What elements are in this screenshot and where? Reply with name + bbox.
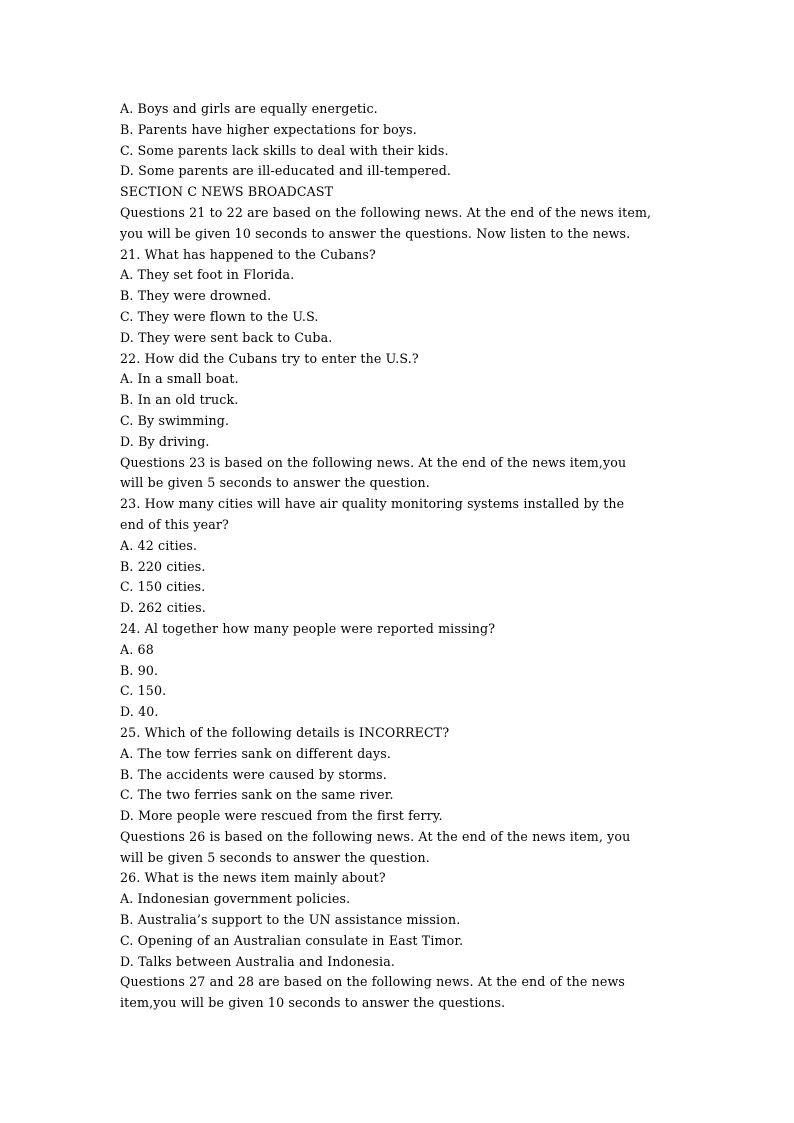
- option-line: C. By swimming.: [120, 412, 230, 428]
- question-line: 21. What has happened to the Cubans?: [120, 246, 376, 262]
- option-line: C. The two ferries sank on the same river.: [120, 787, 394, 803]
- option-line: C. Some parents lack skills to deal with their kids.: [120, 142, 449, 158]
- option-line: C. 150 cities.: [120, 579, 206, 595]
- option-line: B. Australia’s support to the UN assistance mission.: [120, 912, 461, 928]
- option-line: B. Parents have higher expectations for boys.: [120, 121, 417, 137]
- option-line: C. Opening of an Australian consulate in East Timor.: [120, 932, 464, 948]
- option-line: B. In an old truck.: [120, 392, 239, 408]
- question-line: 25. Which of the following details is INCORRECT?: [120, 724, 450, 740]
- question-line: 24. Al together how many people were reported missing?: [120, 620, 496, 636]
- question-line: 22. How did the Cubans try to enter the U.S.?: [120, 350, 419, 366]
- option-line: B. 220 cities.: [120, 558, 206, 574]
- instruction-line: will be given 5 seconds to answer the question.: [120, 849, 430, 865]
- option-line: A. 42 cities.: [120, 537, 198, 553]
- option-line: B. They were drowned.: [120, 288, 272, 304]
- option-line: B. The accidents were caused by storms.: [120, 766, 387, 782]
- instruction-line: Questions 21 to 22 are based on the following news. At the end of the news item,: [120, 204, 652, 220]
- instruction-line: Questions 23 is based on the following news. At the end of the news item,you: [120, 454, 627, 470]
- option-line: D. 40.: [120, 704, 159, 720]
- option-line: D. Talks between Australia and Indonesia.: [120, 953, 396, 969]
- option-line: D. More people were rescued from the first ferry.: [120, 808, 443, 824]
- instruction-line: will be given 5 seconds to answer the question.: [120, 475, 430, 491]
- option-line: A. Boys and girls are equally energetic.: [120, 101, 378, 116]
- option-line: C. They were flown to the U.S.: [120, 308, 319, 324]
- option-line: A. Indonesian government policies.: [120, 891, 351, 907]
- option-line: A. 68: [120, 641, 154, 657]
- instruction-line: Questions 27 and 28 are based on the following news. At the end of the news: [120, 974, 626, 990]
- instruction-line: item,you will be given 10 seconds to answer the questions.: [120, 995, 506, 1011]
- document-body: [120, 99, 700, 1014]
- question-line: 23. How many cities will have air quality monitoring systems installed by the: [120, 496, 625, 512]
- option-line: C. 150.: [120, 683, 167, 699]
- option-line: B. 90.: [120, 662, 159, 678]
- instruction-line: Questions 26 is based on the following news. At the end of the news item, you: [120, 828, 631, 844]
- option-line: D. They were sent back to Cuba.: [120, 329, 333, 345]
- instruction-line: you will be given 10 seconds to answer the questions. Now listen to the news.: [120, 225, 631, 241]
- option-line: D. Some parents are ill-educated and ill-tempered.: [120, 163, 452, 179]
- option-line: A. They set foot in Florida.: [120, 267, 295, 283]
- option-line: A. The tow ferries sank on different days.: [120, 745, 391, 761]
- option-line: A. In a small boat.: [120, 371, 239, 387]
- option-line: D. By driving.: [120, 433, 210, 449]
- option-line: D. 262 cities.: [120, 600, 206, 616]
- question-line: 26. What is the news item mainly about?: [120, 870, 386, 886]
- section-heading: SECTION C NEWS BROADCAST: [120, 184, 334, 200]
- question-line: end of this year?: [120, 516, 229, 532]
